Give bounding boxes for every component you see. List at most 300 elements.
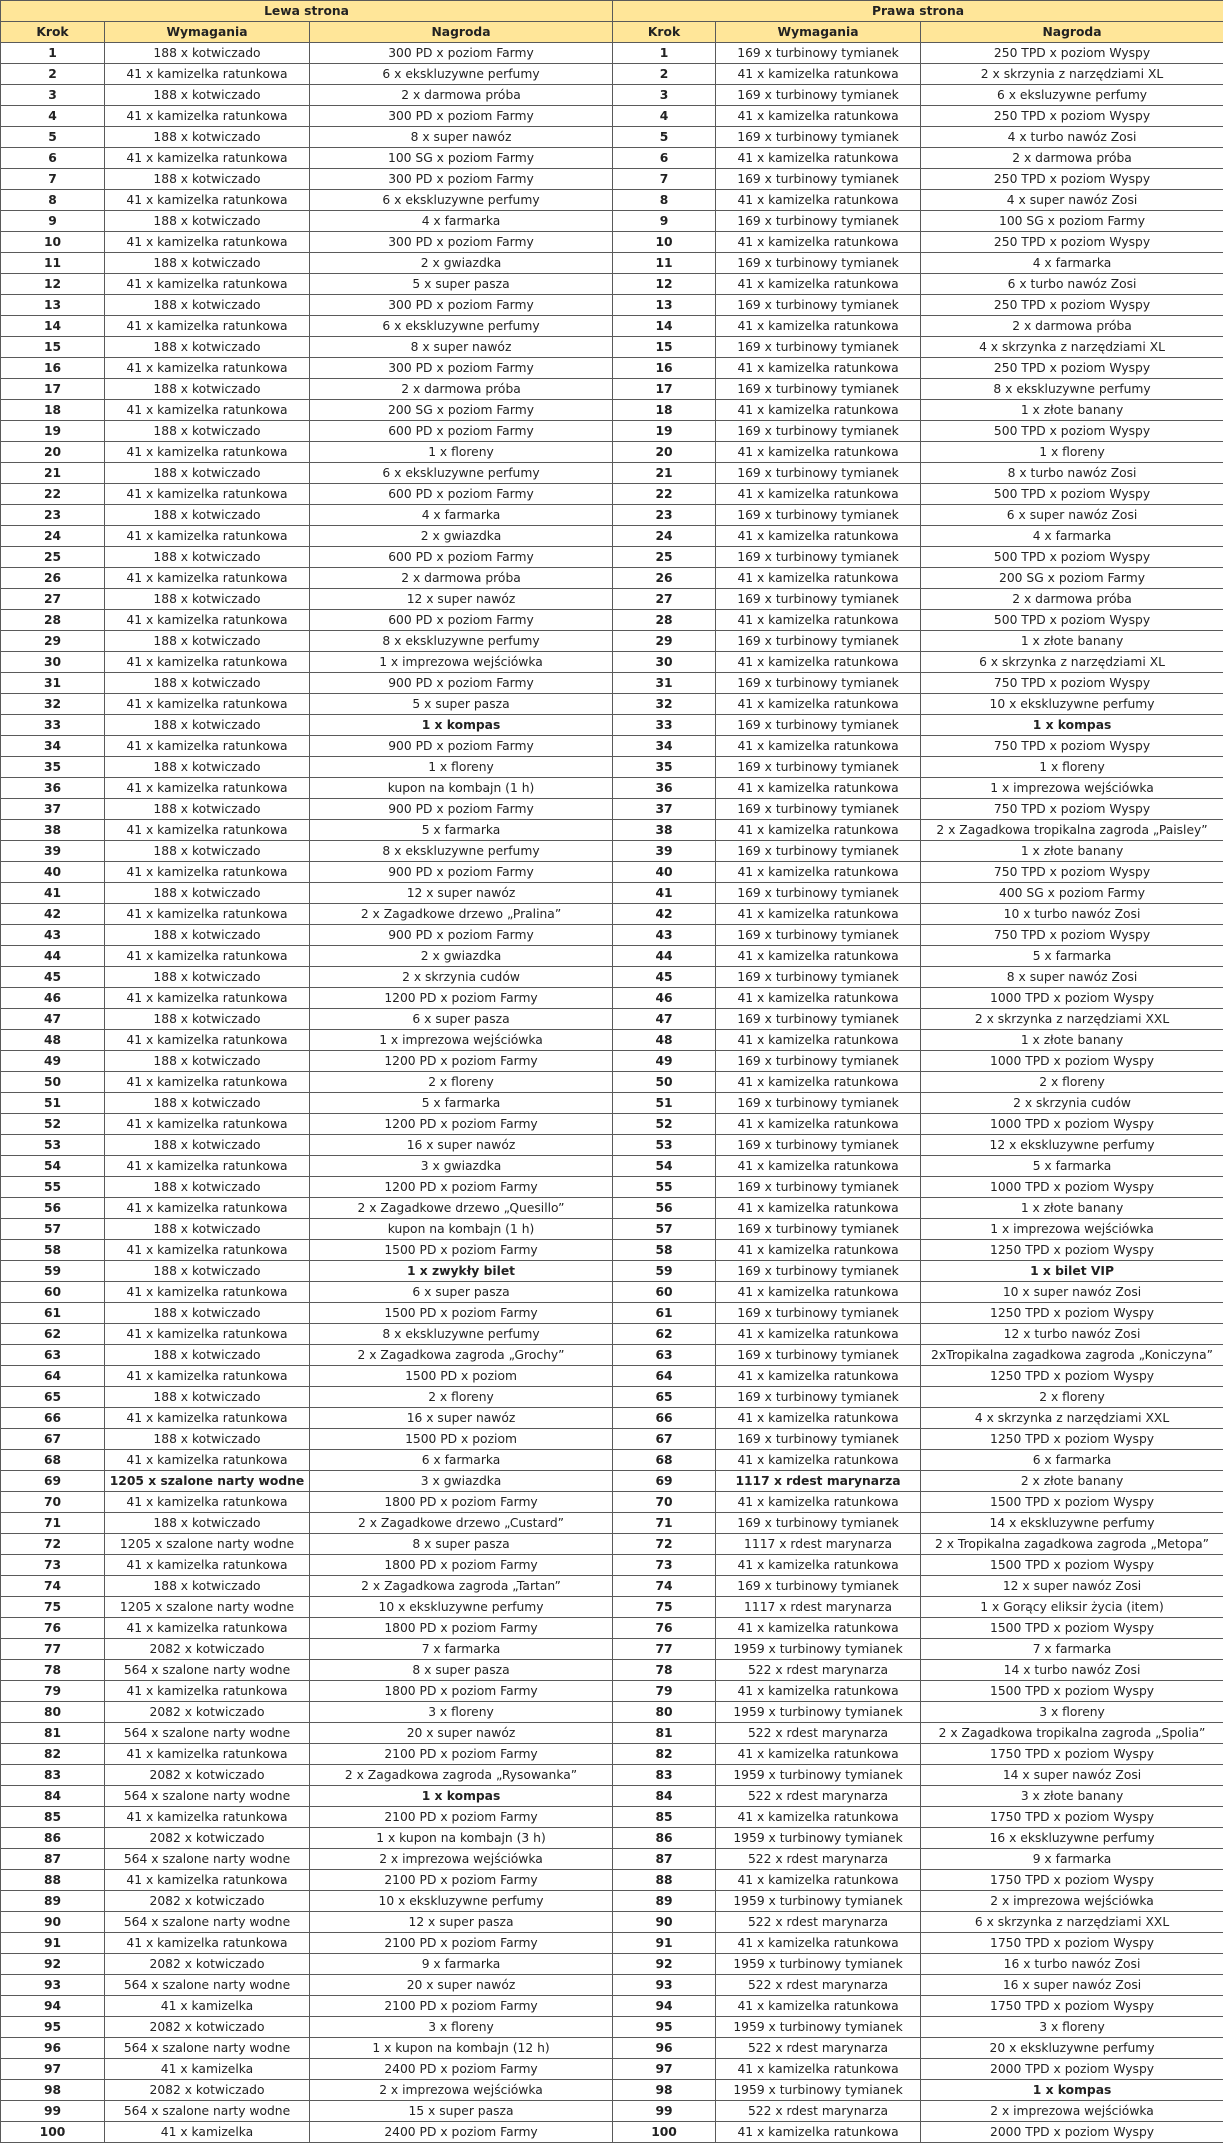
right-step-cell: 94 xyxy=(613,1996,716,2017)
left-reward-cell: 1500 PD x poziom Farmy xyxy=(310,1240,613,1261)
table-row xyxy=(1,484,1223,505)
left-reward-cell: 5 x super pasza xyxy=(310,274,613,295)
left-reward-cell: 100 SG x poziom Farmy xyxy=(310,148,613,169)
right-reward-cell: 2000 TPD x poziom Wyspy xyxy=(921,2059,1223,2080)
left-reward-cell: 10 x ekskluzywne perfumy xyxy=(310,1891,613,1912)
left-requirement-cell: 188 x kotwiczado xyxy=(105,757,310,778)
left-reward-cell: 2100 PD x poziom Farmy xyxy=(310,1996,613,2017)
left-requirement-cell: 41 x kamizelka ratunkowa xyxy=(105,652,310,673)
left-requirement-cell: 188 x kotwiczado xyxy=(105,463,310,484)
table-row xyxy=(1,1975,1223,1996)
right-reward-cell: 500 TPD x poziom Wyspy xyxy=(921,547,1223,568)
left-requirement-cell: 188 x kotwiczado xyxy=(105,967,310,988)
right-reward-cell: 1 x kompas xyxy=(921,715,1223,736)
right-step-cell: 67 xyxy=(613,1429,716,1450)
left-reward-cell: 2 x gwiazdka xyxy=(310,253,613,274)
left-step-cell: 11 xyxy=(1,253,105,274)
left-requirement-cell: 2082 x kotwiczado xyxy=(105,2017,310,2038)
left-step-cell: 93 xyxy=(1,1975,105,1996)
left-requirement-cell: 188 x kotwiczado xyxy=(105,799,310,820)
left-reward-cell: 6 x ekskluzywne perfumy xyxy=(310,64,613,85)
right-requirement-cell: 169 x turbinowy tymianek xyxy=(716,1576,921,1597)
left-step-cell: 57 xyxy=(1,1219,105,1240)
right-reward-cell: 2 x Tropikalna zagadkowa zagroda „Metopa” xyxy=(921,1534,1223,1555)
table-row xyxy=(1,1828,1223,1849)
right-step-cell: 7 xyxy=(613,169,716,190)
left-step-cell: 69 xyxy=(1,1471,105,1492)
left-requirement-cell: 41 x kamizelka ratunkowa xyxy=(105,106,310,127)
left-requirement-cell: 41 x kamizelka ratunkowa xyxy=(105,778,310,799)
left-reward-cell: 12 x super nawóz xyxy=(310,883,613,904)
table-row xyxy=(1,862,1223,883)
left-requirement-cell: 41 x kamizelka ratunkowa xyxy=(105,1492,310,1513)
left-reward-cell: 8 x ekskluzywne perfumy xyxy=(310,631,613,652)
right-requirement-cell: 41 x kamizelka ratunkowa xyxy=(716,568,921,589)
left-reward-cell: 1 x kupon na kombajn (12 h) xyxy=(310,2038,613,2059)
left-reward-cell: 8 x super pasza xyxy=(310,1534,613,1555)
right-step-cell: 44 xyxy=(613,946,716,967)
right-reward-cell: 16 x super nawóz Zosi xyxy=(921,1975,1223,1996)
right-step-cell: 80 xyxy=(613,1702,716,1723)
table-row xyxy=(1,2101,1223,2122)
left-requirement-cell: 41 x kamizelka ratunkowa xyxy=(105,1324,310,1345)
left-requirement-cell: 41 x kamizelka ratunkowa xyxy=(105,1366,310,1387)
right-step-cell: 66 xyxy=(613,1408,716,1429)
right-reward-cell: 10 x turbo nawóz Zosi xyxy=(921,904,1223,925)
right-requirement-cell: 41 x kamizelka ratunkowa xyxy=(716,274,921,295)
right-requirement-cell: 41 x kamizelka ratunkowa xyxy=(716,736,921,757)
right-step-cell: 59 xyxy=(613,1261,716,1282)
right-requirement-cell: 1959 x turbinowy tymianek xyxy=(716,1765,921,1786)
right-requirement-cell: 41 x kamizelka ratunkowa xyxy=(716,1933,921,1954)
left-reward-cell: 4 x farmarka xyxy=(310,505,613,526)
table-row xyxy=(1,1702,1223,1723)
right-reward-cell: 2000 TPD x poziom Wyspy xyxy=(921,2122,1223,2143)
right-step-cell: 78 xyxy=(613,1660,716,1681)
right-step-cell: 84 xyxy=(613,1786,716,1807)
right-step-cell: 89 xyxy=(613,1891,716,1912)
left-step-cell: 80 xyxy=(1,1702,105,1723)
right-step-cell: 13 xyxy=(613,295,716,316)
right-step-cell: 46 xyxy=(613,988,716,1009)
left-reward-cell: 300 PD x poziom Farmy xyxy=(310,358,613,379)
right-reward-cell: 2 x skrzynia z narzędziami XL xyxy=(921,64,1223,85)
left-step-cell: 62 xyxy=(1,1324,105,1345)
right-reward-cell: 4 x farmarka xyxy=(921,526,1223,547)
right-requirement-cell: 41 x kamizelka ratunkowa xyxy=(716,358,921,379)
right-reward-cell: 4 x skrzynka z narzędziami XXL xyxy=(921,1408,1223,1429)
left-reward-cell: 2 x Zagadkowe drzewo „Pralina” xyxy=(310,904,613,925)
right-step-cell: 99 xyxy=(613,2101,716,2122)
table-row xyxy=(1,1156,1223,1177)
left-requirement-cell: 41 x kamizelka ratunkowa xyxy=(105,988,310,1009)
right-step-cell: 82 xyxy=(613,1744,716,1765)
right-reward-cell: 12 x turbo nawóz Zosi xyxy=(921,1324,1223,1345)
table-row xyxy=(1,589,1223,610)
right-reward-cell: 250 TPD x poziom Wyspy xyxy=(921,232,1223,253)
left-step-cell: 59 xyxy=(1,1261,105,1282)
left-reward-cell: 20 x super nawóz xyxy=(310,1723,613,1744)
left-requirement-cell: 2082 x kotwiczado xyxy=(105,1639,310,1660)
left-step-cell: 35 xyxy=(1,757,105,778)
left-step-cell: 48 xyxy=(1,1030,105,1051)
table-row xyxy=(1,1009,1223,1030)
right-reward-cell: 2 x skrzynia cudów xyxy=(921,1093,1223,1114)
table-row xyxy=(1,841,1223,862)
left-step-cell: 44 xyxy=(1,946,105,967)
right-reward-cell: 1000 TPD x poziom Wyspy xyxy=(921,988,1223,1009)
right-reward-cell: 250 TPD x poziom Wyspy xyxy=(921,358,1223,379)
left-requirement-cell: 188 x kotwiczado xyxy=(105,1387,310,1408)
left-requirement-cell: 41 x kamizelka xyxy=(105,2122,310,2143)
left-reward-cell: 2100 PD x poziom Farmy xyxy=(310,1744,613,1765)
right-step-cell: 45 xyxy=(613,967,716,988)
right-requirement-cell: 41 x kamizelka ratunkowa xyxy=(716,778,921,799)
left-reward-cell: 300 PD x poziom Farmy xyxy=(310,169,613,190)
right-step-cell: 91 xyxy=(613,1933,716,1954)
left-step-cell: 67 xyxy=(1,1429,105,1450)
right-requirement-cell: 169 x turbinowy tymianek xyxy=(716,43,921,64)
right-requirement-cell: 1959 x turbinowy tymianek xyxy=(716,1891,921,1912)
right-step-cell: 25 xyxy=(613,547,716,568)
left-step-cell: 97 xyxy=(1,2059,105,2080)
table-row xyxy=(1,2038,1223,2059)
right-requirement-cell: 1117 x rdest marynarza xyxy=(716,1597,921,1618)
right-reward-cell: 1 x złote banany xyxy=(921,1030,1223,1051)
left-step-cell: 55 xyxy=(1,1177,105,1198)
right-requirement-cell: 41 x kamizelka ratunkowa xyxy=(716,190,921,211)
table-row xyxy=(1,106,1223,127)
right-requirement-cell: 169 x turbinowy tymianek xyxy=(716,715,921,736)
left-requirement-cell: 188 x kotwiczado xyxy=(105,127,310,148)
left-requirement-cell: 188 x kotwiczado xyxy=(105,505,310,526)
right-step-cell: 65 xyxy=(613,1387,716,1408)
table-row xyxy=(1,1996,1223,2017)
right-reward-cell: 6 x skrzynka z narzędziami XXL xyxy=(921,1912,1223,1933)
table-row xyxy=(1,442,1223,463)
right-step-cell: 90 xyxy=(613,1912,716,1933)
table-header xyxy=(1,1,1223,43)
right-reward-cell: 2 x skrzynka z narzędziami XXL xyxy=(921,1009,1223,1030)
right-reward-cell: 16 x turbo nawóz Zosi xyxy=(921,1954,1223,1975)
left-step-cell: 72 xyxy=(1,1534,105,1555)
left-step-cell: 60 xyxy=(1,1282,105,1303)
left-requirement-cell: 41 x kamizelka ratunkowa xyxy=(105,946,310,967)
right-reward-cell: 1500 TPD x poziom Wyspy xyxy=(921,1681,1223,1702)
left-requirement-cell: 41 x kamizelka ratunkowa xyxy=(105,820,310,841)
left-step-cell: 58 xyxy=(1,1240,105,1261)
table-row xyxy=(1,652,1223,673)
right-requirement-cell: 41 x kamizelka ratunkowa xyxy=(716,1072,921,1093)
right-requirement-cell: 169 x turbinowy tymianek xyxy=(716,757,921,778)
left-reward-cell: 8 x ekskluzywne perfumy xyxy=(310,1324,613,1345)
right-requirement-cell: 169 x turbinowy tymianek xyxy=(716,1513,921,1534)
left-reward-cell: 900 PD x poziom Farmy xyxy=(310,862,613,883)
left-requirement-cell: 41 x kamizelka ratunkowa xyxy=(105,1870,310,1891)
right-step-cell: 61 xyxy=(613,1303,716,1324)
right-requirement-cell: 1959 x turbinowy tymianek xyxy=(716,1702,921,1723)
right-reward-cell: 1250 TPD x poziom Wyspy xyxy=(921,1303,1223,1324)
left-step-cell: 2 xyxy=(1,64,105,85)
left-reward-cell: 1200 PD x poziom Farmy xyxy=(310,988,613,1009)
left-requirement-cell: 41 x kamizelka ratunkowa xyxy=(105,1072,310,1093)
right-step-cell: 3 xyxy=(613,85,716,106)
left-step-cell: 75 xyxy=(1,1597,105,1618)
right-reward-cell: 1 x kompas xyxy=(921,2080,1223,2101)
right-step-cell: 36 xyxy=(613,778,716,799)
right-step-cell: 81 xyxy=(613,1723,716,1744)
table-row xyxy=(1,85,1223,106)
left-requirement-cell: 41 x kamizelka ratunkowa xyxy=(105,1282,310,1303)
right-requirement-cell: 169 x turbinowy tymianek xyxy=(716,673,921,694)
left-step-cell: 76 xyxy=(1,1618,105,1639)
left-requirement-cell: 41 x kamizelka ratunkowa xyxy=(105,232,310,253)
right-reward-cell: 14 x ekskluzywne perfumy xyxy=(921,1513,1223,1534)
table-row xyxy=(1,1345,1223,1366)
right-reward-cell: 200 SG x poziom Farmy xyxy=(921,568,1223,589)
table-row xyxy=(1,1744,1223,1765)
right-step-cell: 63 xyxy=(613,1345,716,1366)
left-step-cell: 29 xyxy=(1,631,105,652)
left-step-cell: 43 xyxy=(1,925,105,946)
right-step-cell: 34 xyxy=(613,736,716,757)
left-reward-cell: 8 x super nawóz xyxy=(310,337,613,358)
right-requirement-cell: 41 x kamizelka ratunkowa xyxy=(716,1198,921,1219)
right-reward-cell: 10 x super nawóz Zosi xyxy=(921,1282,1223,1303)
left-reward-cell: 5 x farmarka xyxy=(310,1093,613,1114)
left-requirement-cell: 41 x kamizelka xyxy=(105,2059,310,2080)
table-row xyxy=(1,1597,1223,1618)
right-reward-cell: 250 TPD x poziom Wyspy xyxy=(921,295,1223,316)
right-step-cell: 72 xyxy=(613,1534,716,1555)
left-reward-cell: 2 x darmowa próba xyxy=(310,379,613,400)
left-requirement-cell: 41 x kamizelka ratunkowa xyxy=(105,1408,310,1429)
table-row xyxy=(1,2122,1223,2143)
right-step-cell: 71 xyxy=(613,1513,716,1534)
table-row xyxy=(1,1723,1223,1744)
left-reward-cell: 300 PD x poziom Farmy xyxy=(310,232,613,253)
right-step-cell: 39 xyxy=(613,841,716,862)
left-requirement-cell: 2082 x kotwiczado xyxy=(105,2080,310,2101)
left-step-cell: 95 xyxy=(1,2017,105,2038)
left-requirement-cell: 41 x kamizelka ratunkowa xyxy=(105,64,310,85)
left-step-cell: 56 xyxy=(1,1198,105,1219)
left-reward-cell: 4 x farmarka xyxy=(310,211,613,232)
table-row xyxy=(1,232,1223,253)
right-step-cell: 42 xyxy=(613,904,716,925)
right-step-cell: 5 xyxy=(613,127,716,148)
right-reward-cell: 1500 TPD x poziom Wyspy xyxy=(921,1492,1223,1513)
right-step-cell: 70 xyxy=(613,1492,716,1513)
left-requirement-cell: 41 x kamizelka ratunkowa xyxy=(105,358,310,379)
left-reward-cell: 1200 PD x poziom Farmy xyxy=(310,1114,613,1135)
table-row xyxy=(1,1408,1223,1429)
right-step-cell: 27 xyxy=(613,589,716,610)
left-step-cell: 3 xyxy=(1,85,105,106)
left-requirement-cell: 41 x kamizelka ratunkowa xyxy=(105,694,310,715)
left-side-heading: Lewa strona xyxy=(1,1,613,22)
right-requirement-cell: 41 x kamizelka ratunkowa xyxy=(716,232,921,253)
left-step-cell: 30 xyxy=(1,652,105,673)
right-step-cell: 75 xyxy=(613,1597,716,1618)
right-step-cell: 76 xyxy=(613,1618,716,1639)
table-row xyxy=(1,1261,1223,1282)
left-requirement-cell: 188 x kotwiczado xyxy=(105,673,310,694)
left-step-cell: 22 xyxy=(1,484,105,505)
right-reward-cell: 750 TPD x poziom Wyspy xyxy=(921,862,1223,883)
right-requirement-cell: 169 x turbinowy tymianek xyxy=(716,421,921,442)
left-reward-cell: 8 x super nawóz xyxy=(310,127,613,148)
left-step-cell: 86 xyxy=(1,1828,105,1849)
left-step-cell: 14 xyxy=(1,316,105,337)
right-side-heading: Prawa strona xyxy=(613,1,1223,22)
right-reward-cell: 2 x darmowa próba xyxy=(921,148,1223,169)
right-requirement-cell: 41 x kamizelka ratunkowa xyxy=(716,1366,921,1387)
left-reward-cell: 16 x super nawóz xyxy=(310,1408,613,1429)
left-step-cell: 10 xyxy=(1,232,105,253)
left-reward-cell: 16 x super nawóz xyxy=(310,1135,613,1156)
left-reward-cell: 2 x gwiazdka xyxy=(310,946,613,967)
table-row xyxy=(1,799,1223,820)
right-requirement-cell: 41 x kamizelka ratunkowa xyxy=(716,1114,921,1135)
left-reward-cell: 10 x ekskluzywne perfumy xyxy=(310,1597,613,1618)
table-row xyxy=(1,1177,1223,1198)
left-reward-cell: 2100 PD x poziom Farmy xyxy=(310,1933,613,1954)
right-requirement-cell: 41 x kamizelka ratunkowa xyxy=(716,652,921,673)
right-reward-cell: 4 x super nawóz Zosi xyxy=(921,190,1223,211)
right-step-cell: 12 xyxy=(613,274,716,295)
right-reward-cell: 250 TPD x poziom Wyspy xyxy=(921,43,1223,64)
table-row xyxy=(1,715,1223,736)
table-row xyxy=(1,1555,1223,1576)
right-reward-cell: 1 x złote banany xyxy=(921,841,1223,862)
table-row xyxy=(1,1366,1223,1387)
right-reward-column-header: Nagroda xyxy=(921,22,1223,43)
left-reward-cell: 6 x ekskluzywne perfumy xyxy=(310,190,613,211)
right-requirement-cell: 169 x turbinowy tymianek xyxy=(716,295,921,316)
left-step-cell: 88 xyxy=(1,1870,105,1891)
left-requirement-cell: 41 x kamizelka ratunkowa xyxy=(105,1240,310,1261)
left-reward-cell: 1500 PD x poziom Farmy xyxy=(310,1303,613,1324)
left-reward-cell: 2 x floreny xyxy=(310,1387,613,1408)
right-reward-cell: 10 x ekskluzywne perfumy xyxy=(921,694,1223,715)
left-step-cell: 49 xyxy=(1,1051,105,1072)
right-requirement-cell: 1959 x turbinowy tymianek xyxy=(716,1639,921,1660)
right-step-cell: 51 xyxy=(613,1093,716,1114)
left-reward-cell: 1200 PD x poziom Farmy xyxy=(310,1177,613,1198)
left-step-cell: 52 xyxy=(1,1114,105,1135)
right-requirement-cell: 522 x rdest marynarza xyxy=(716,1912,921,1933)
left-requirement-cell: 2082 x kotwiczado xyxy=(105,1828,310,1849)
right-reward-cell: 14 x super nawóz Zosi xyxy=(921,1765,1223,1786)
table-row xyxy=(1,463,1223,484)
left-requirement-cell: 188 x kotwiczado xyxy=(105,631,310,652)
right-reward-cell: 20 x ekskluzywne perfumy xyxy=(921,2038,1223,2059)
right-requirement-cell: 169 x turbinowy tymianek xyxy=(716,1387,921,1408)
table-row xyxy=(1,1093,1223,1114)
right-step-cell: 83 xyxy=(613,1765,716,1786)
table-row xyxy=(1,778,1223,799)
right-step-cell: 24 xyxy=(613,526,716,547)
right-requirement-cell: 41 x kamizelka ratunkowa xyxy=(716,316,921,337)
right-requirement-cell: 41 x kamizelka ratunkowa xyxy=(716,1282,921,1303)
left-reward-cell: 2 x Zagadkowa zagroda „Grochy” xyxy=(310,1345,613,1366)
left-reward-cell: 2 x floreny xyxy=(310,1072,613,1093)
left-step-cell: 63 xyxy=(1,1345,105,1366)
table-row xyxy=(1,1870,1223,1891)
table-row xyxy=(1,1681,1223,1702)
left-requirement-cell: 188 x kotwiczado xyxy=(105,589,310,610)
right-requirement-cell: 1117 x rdest marynarza xyxy=(716,1471,921,1492)
table-row xyxy=(1,1072,1223,1093)
left-reward-cell: 2100 PD x poziom Farmy xyxy=(310,1807,613,1828)
left-step-cell: 53 xyxy=(1,1135,105,1156)
left-reward-cell: 3 x floreny xyxy=(310,2017,613,2038)
group-header-row xyxy=(1,1,1223,22)
right-requirement-cell: 41 x kamizelka ratunkowa xyxy=(716,1492,921,1513)
left-reward-cell: 300 PD x poziom Farmy xyxy=(310,43,613,64)
left-step-cell: 7 xyxy=(1,169,105,190)
left-step-cell: 32 xyxy=(1,694,105,715)
table-row xyxy=(1,1198,1223,1219)
right-step-cell: 95 xyxy=(613,2017,716,2038)
right-requirement-cell: 41 x kamizelka ratunkowa xyxy=(716,1744,921,1765)
table-row xyxy=(1,1576,1223,1597)
left-step-cell: 38 xyxy=(1,820,105,841)
left-reward-cell: 6 x ekskluzywne perfumy xyxy=(310,463,613,484)
left-step-cell: 91 xyxy=(1,1933,105,1954)
left-requirement-cell: 41 x kamizelka ratunkowa xyxy=(105,1114,310,1135)
left-step-cell: 46 xyxy=(1,988,105,1009)
table-row xyxy=(1,1450,1223,1471)
left-requirement-cell: 188 x kotwiczado xyxy=(105,883,310,904)
left-step-cell: 65 xyxy=(1,1387,105,1408)
left-requirement-cell: 188 x kotwiczado xyxy=(105,379,310,400)
left-reward-cell: 2 x imprezowa wejściówka xyxy=(310,2080,613,2101)
left-step-cell: 99 xyxy=(1,2101,105,2122)
right-requirement-cell: 169 x turbinowy tymianek xyxy=(716,1051,921,1072)
left-requirement-cell: 564 x szalone narty wodne xyxy=(105,2038,310,2059)
right-requirement-cell: 41 x kamizelka ratunkowa xyxy=(716,400,921,421)
right-reward-cell: 4 x skrzynka z narzędziami XL xyxy=(921,337,1223,358)
right-step-cell: 77 xyxy=(613,1639,716,1660)
right-requirement-cell: 169 x turbinowy tymianek xyxy=(716,169,921,190)
left-step-cell: 47 xyxy=(1,1009,105,1030)
left-requirement-cell: 188 x kotwiczado xyxy=(105,1177,310,1198)
left-reward-cell: 600 PD x poziom Farmy xyxy=(310,547,613,568)
left-requirement-cell: 188 x kotwiczado xyxy=(105,841,310,862)
left-reward-cell: 8 x ekskluzywne perfumy xyxy=(310,841,613,862)
right-reward-cell: 500 TPD x poziom Wyspy xyxy=(921,484,1223,505)
right-step-cell: 31 xyxy=(613,673,716,694)
right-step-cell: 73 xyxy=(613,1555,716,1576)
right-reward-cell: 6 x turbo nawóz Zosi xyxy=(921,274,1223,295)
right-step-cell: 11 xyxy=(613,253,716,274)
left-reward-cell: 900 PD x poziom Farmy xyxy=(310,673,613,694)
left-reward-cell: 5 x super pasza xyxy=(310,694,613,715)
right-step-cell: 43 xyxy=(613,925,716,946)
left-reward-cell: kupon na kombajn (1 h) xyxy=(310,778,613,799)
right-step-cell: 57 xyxy=(613,1219,716,1240)
left-requirement-cell: 41 x kamizelka ratunkowa xyxy=(105,1807,310,1828)
left-step-cell: 89 xyxy=(1,1891,105,1912)
right-step-cell: 79 xyxy=(613,1681,716,1702)
right-requirement-cell: 169 x turbinowy tymianek xyxy=(716,1429,921,1450)
right-reward-cell: 750 TPD x poziom Wyspy xyxy=(921,673,1223,694)
left-requirement-cell: 2082 x kotwiczado xyxy=(105,1765,310,1786)
right-reward-cell: 1500 TPD x poziom Wyspy xyxy=(921,1555,1223,1576)
left-requirement-cell: 564 x szalone narty wodne xyxy=(105,1660,310,1681)
